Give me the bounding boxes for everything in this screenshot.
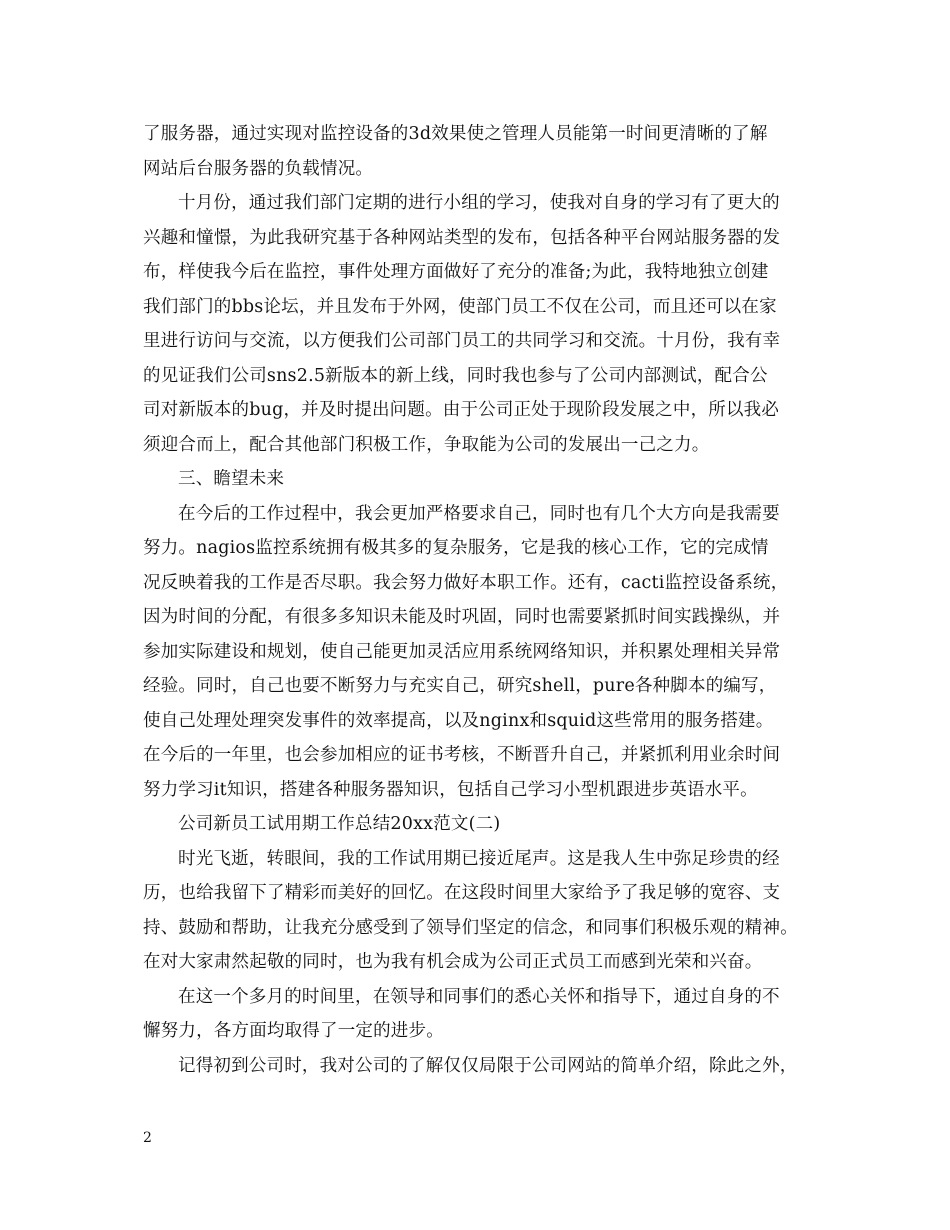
text-line: 公司新员工试用期工作总结20xx范文(二) <box>178 814 501 834</box>
text-line: 在今后的一年里，也会参加相应的证书考核，不断晋升自己，并紧抓利用业余时间 <box>143 745 781 765</box>
text-line: 时光飞逝，转眼间，我的工作试用期已接近尾声。这是我人生中弥足珍贵的经 <box>178 848 780 869</box>
text-line: 持、鼓励和帮助，让我充分感受到了领导们坚定的信念，和同事们积极乐观的精神。 <box>143 917 798 938</box>
text-line: 历，也给我留下了精彩而美好的回忆。在这段时间里大家给予了我足够的宽容、支 <box>143 883 781 903</box>
text-line: 我们部门的bbs论坛，并且发布于外网，使部门员工不仅在公司，而且还可以在家 <box>143 296 777 317</box>
text-line: 记得初到公司时，我对公司的了解仅仅局限于公司网站的简单介绍，除此之外， <box>178 1055 798 1076</box>
text-line: 在对大家肃然起敬的同时，也为我有机会成为公司正式员工而感到光荣和兴奋。 <box>143 952 763 972</box>
text-line: 司对新版本的bug，并及时提出问题。由于公司正处于现阶段发展之中，所以我必 <box>143 400 780 420</box>
text-line: 的见证我们公司sns2.5新版本的新上线，同时我也参与了公司内部测试，配合公 <box>143 365 768 386</box>
text-line: 在今后的工作过程中，我会更加严格要求自己，同时也有几个大方向是我需要 <box>178 503 780 524</box>
text-line: 况反映着我的工作是否尽职。我会努力做好本职工作。还有，cacti监控设备系统， <box>143 572 789 593</box>
text-line: 经验。同时，自己也要不断努力与充实自己，研究shell，pure各种脚本的编写， <box>143 676 777 696</box>
document-body <box>143 117 823 1083</box>
text-line: 布，样使我今后在监控，事件处理方面做好了充分的准备;为此，我特地独立创建 <box>143 262 769 282</box>
text-line: 懈努力，各方面均取得了一定的进步。 <box>143 1021 444 1041</box>
text-line: 努力。nagios监控系统拥有极其多的复杂服务，它是我的核心工作，它的完成情 <box>143 538 769 558</box>
text-line: 十月份，通过我们部门定期的进行小组的学习，使我对自身的学习有了更大的 <box>178 193 780 213</box>
text-line: 里进行访问与交流，以方便我们公司部门员工的共同学习和交流。十月份，我有幸 <box>143 331 781 351</box>
text-line: 三、瞻望未来 <box>178 469 285 489</box>
text-line: 须迎合而上，配合其他部门积极工作，争取能为公司的发展出一己之力。 <box>143 434 710 455</box>
text-line: 使自己处理处理突发事件的效率提高，以及nginx和squid这些常用的服务搭建。 <box>143 710 774 731</box>
text-line: 努力学习it知识，搭建各种服务器知识，包括自己学习小型机跟进步英语水平。 <box>143 779 758 800</box>
page-number: 2 <box>143 1130 152 1146</box>
text-line: 了服务器，通过实现对监控设备的3d效果使之管理人员能第一时间更清晰的了解 <box>143 124 768 144</box>
text-line: 在这一个多月的时间里，在领导和同事们的悉心关怀和指导下，通过自身的不 <box>178 986 780 1007</box>
text-line: 网站后台服务器的负载情况。 <box>143 158 374 179</box>
text-line: 因为时间的分配，有很多多知识未能及时巩固，同时也需要紧抓时间实践操纵，并 <box>143 607 781 627</box>
text-line: 参加实际建设和规划，使自己能更加灵活应用系统网络知识，并积累处理相关异常 <box>143 641 781 662</box>
text-line: 兴趣和憧憬，为此我研究基于各种网站类型的发布，包括各种平台网站服务器的发 <box>143 227 781 248</box>
